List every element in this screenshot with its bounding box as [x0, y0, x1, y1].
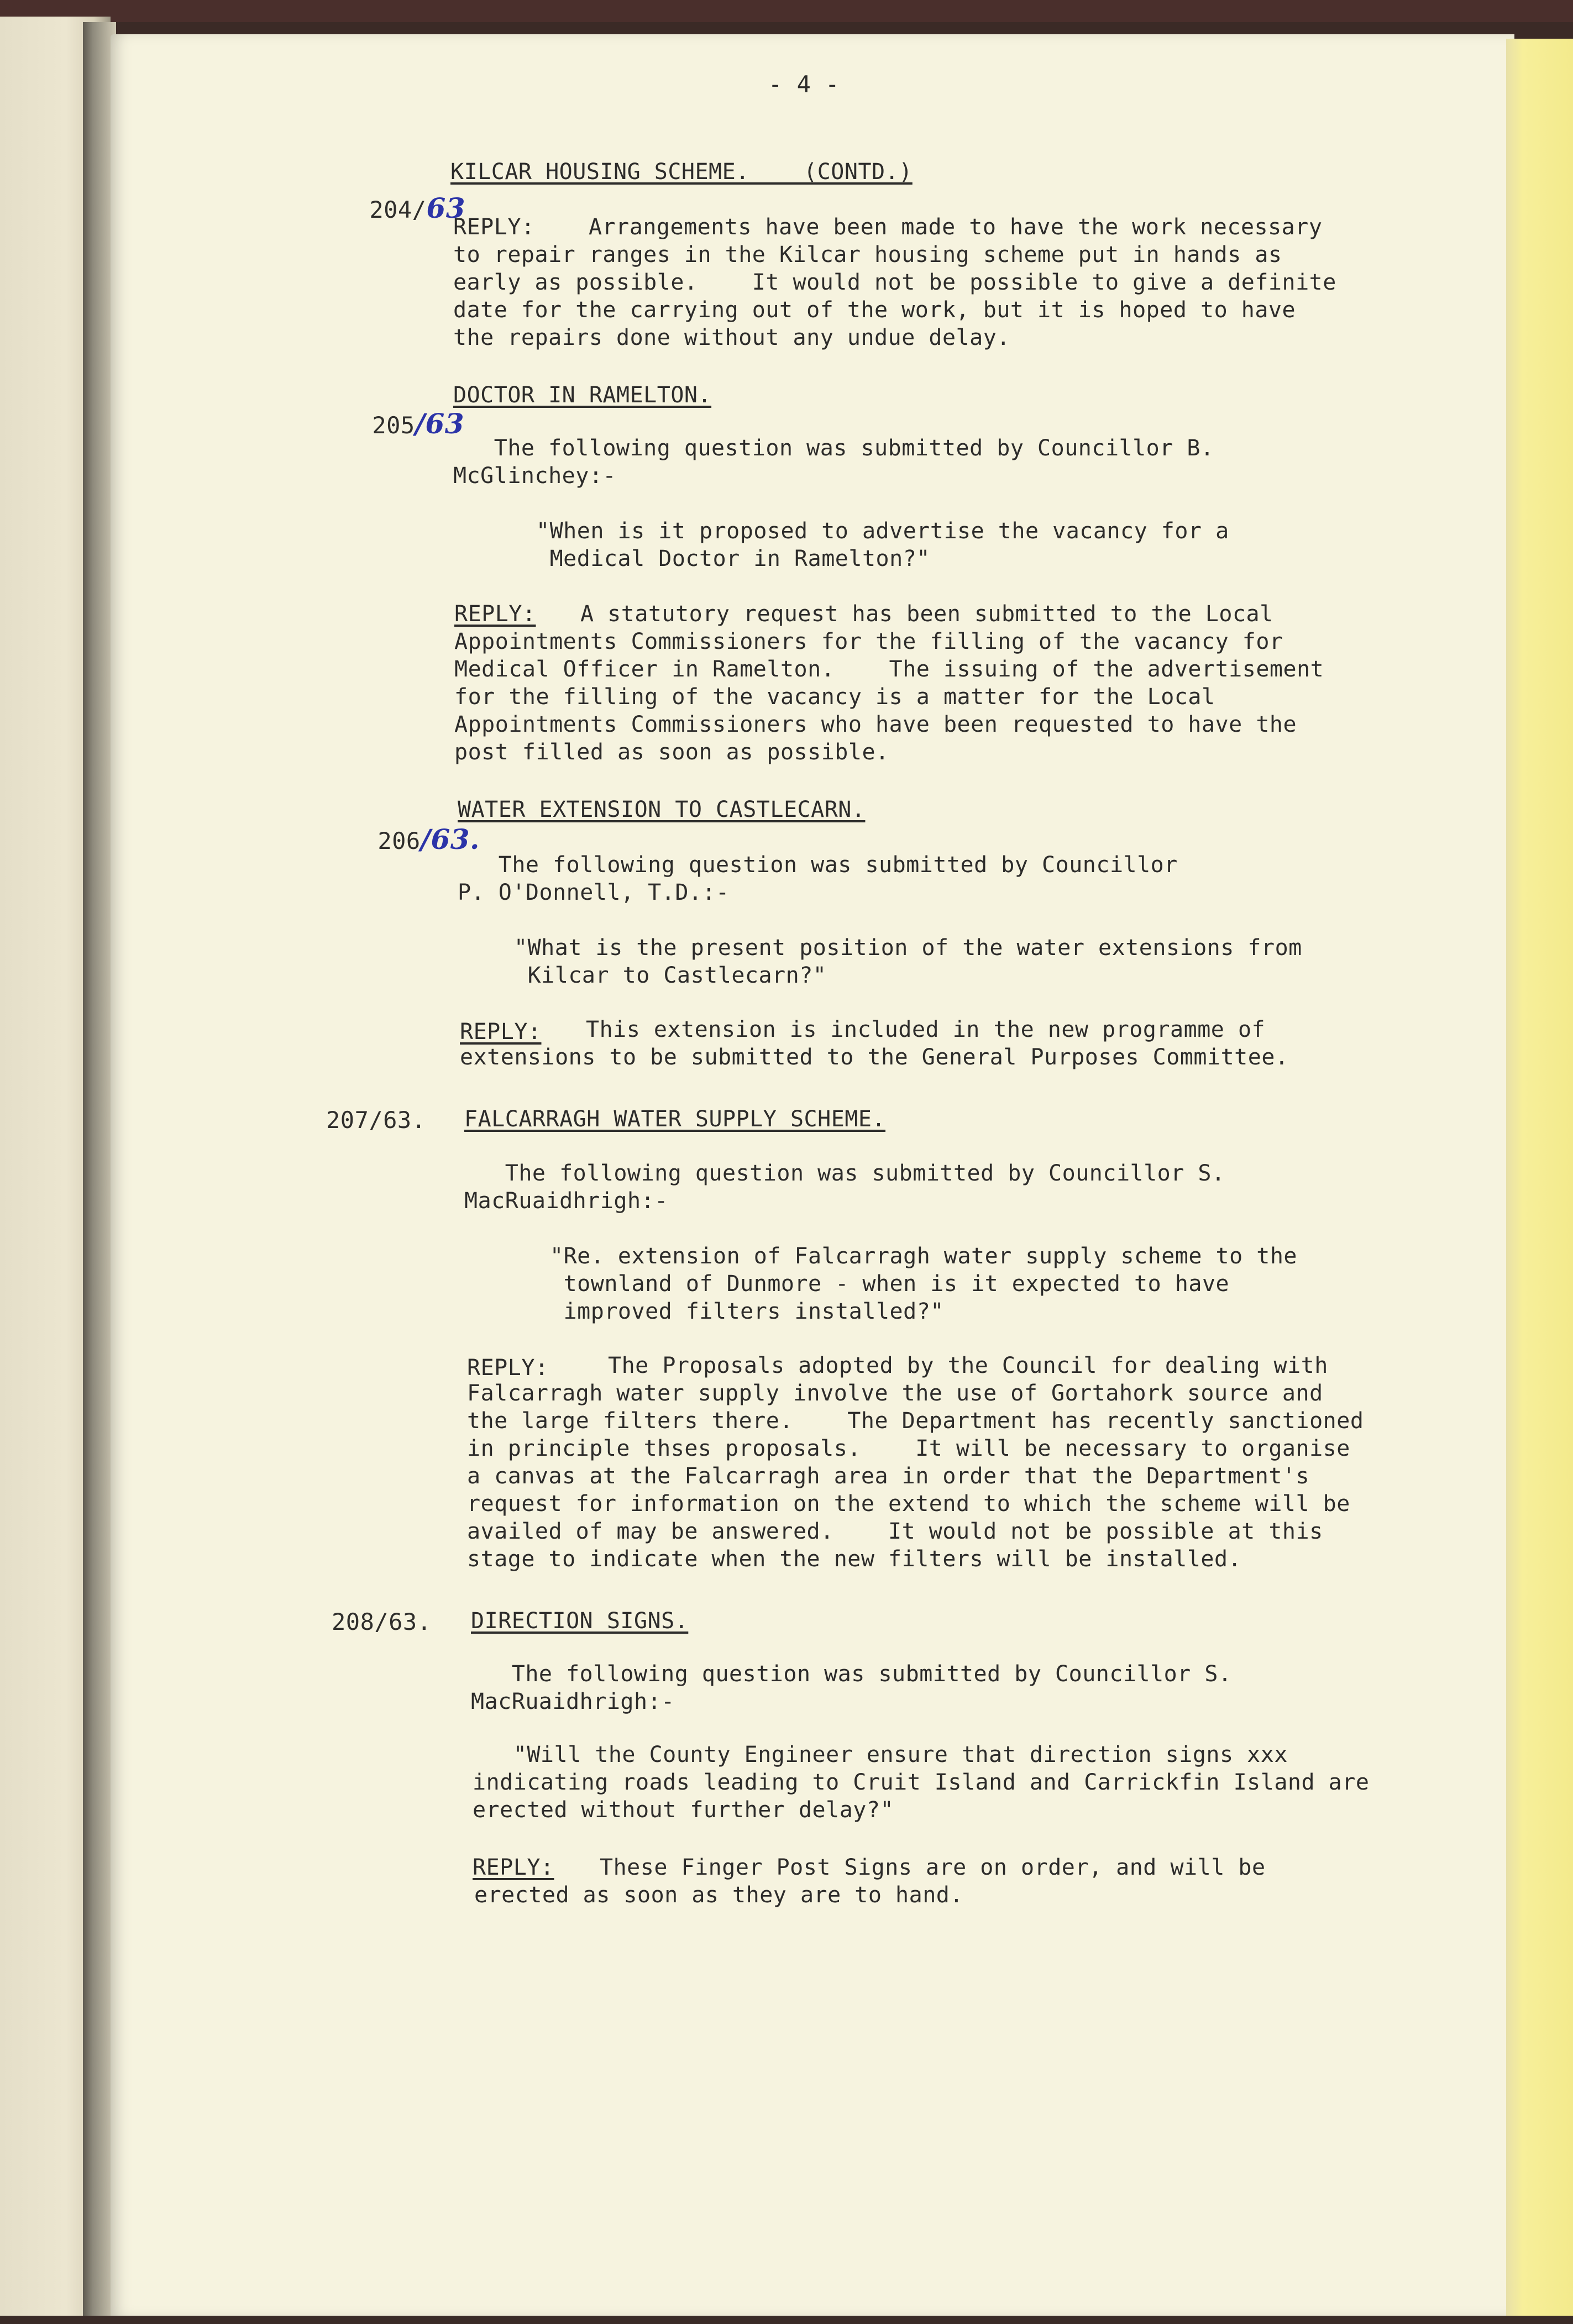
- question-line: "Will the County Engineer ensure that direction signs xxx: [473, 1742, 1288, 1767]
- top-dark-band: [0, 0, 1573, 22]
- intro-line: The following question was submitted by Councillor S.: [471, 1661, 1232, 1687]
- question-line: erected without further delay?": [473, 1797, 894, 1823]
- item-number: 208/63.: [332, 1608, 432, 1635]
- reply-line: date for the carrying out of the work, but it is hoped to have: [453, 297, 1296, 323]
- question-line: Kilcar to Castlecarn?": [514, 963, 827, 988]
- reply-line: Appointments Commissioners who have been requested to have the: [454, 712, 1297, 737]
- reply-label: REPLY:: [460, 1019, 542, 1045]
- reply-label: REPLY:: [453, 214, 535, 240]
- item-number: [318, 382, 464, 468]
- item-number-printed: 204/: [369, 196, 427, 223]
- reply-line: post filled as soon as possible.: [454, 739, 889, 765]
- question-line: Medical Doctor in Ramelton?": [536, 546, 930, 571]
- reply-line: extensions to be submitted to the General Purposes Committee.: [460, 1045, 1289, 1070]
- reply-line: Falcarragh water supply involve the use of Gortahork source and: [467, 1381, 1323, 1406]
- reply-line: a canvas at the Falcarragh area in order that the Department's: [467, 1463, 1310, 1489]
- intro-line: The following question was submitted by Councillor B.: [453, 436, 1214, 461]
- bottom-dark-band: [0, 2316, 1573, 2324]
- reply-line: the repairs done without any undue delay.: [453, 325, 1010, 350]
- item-number-handwritten: /63: [415, 407, 465, 440]
- reply-line: The Proposals adopted by the Council for dealing with: [608, 1353, 1328, 1378]
- reply-label: REPLY:: [454, 601, 536, 627]
- page-number: - 4 -: [768, 71, 840, 98]
- reply-line: Appointments Commissioners for the filling of the vacancy for: [454, 629, 1283, 654]
- reply-line: Medical Officer in Ramelton. The issuing of the advertisement: [454, 657, 1324, 682]
- reply-line: request for information on the extend to which the scheme will be: [467, 1491, 1350, 1517]
- reply-line: This extension is included in the new programme of: [586, 1017, 1266, 1042]
- yellow-page-edge: [1506, 39, 1573, 2324]
- item-heading: KILCAR HOUSING SCHEME. (CONTD.): [450, 159, 913, 185]
- item-heading: DOCTOR IN RAMELTON.: [453, 382, 712, 408]
- reply-line: for the filling of the vacancy is a matter for the Local: [454, 684, 1215, 710]
- question-line: "Re. extension of Falcarragh water supply scheme to the: [550, 1244, 1298, 1269]
- question-line: indicating roads leading to Cruit Island and Carrickfin Island are: [473, 1770, 1370, 1795]
- intro-line: MacRuaidhrigh:-: [471, 1689, 675, 1714]
- intro-line: McGlinchey:-: [453, 463, 616, 489]
- reply-label: REPLY:: [473, 1855, 554, 1880]
- reply-line: stage to indicate when the new filters will be installed.: [467, 1546, 1242, 1572]
- reply-line: erected as soon as they are to hand.: [474, 1882, 963, 1908]
- reply-line: early as possible. It would not be possible to give a definite: [453, 270, 1336, 295]
- intro-line: The following question was submitted by Councillor: [458, 852, 1178, 878]
- intro-line: The following question was submitted by Councillor S.: [464, 1161, 1225, 1186]
- intro-line: P. O'Donnell, T.D.:-: [458, 880, 730, 905]
- reply-line: the large filters there. The Department has recently sanctioned: [467, 1408, 1364, 1434]
- item-number-printed: 205: [372, 412, 415, 439]
- question-line: "What is the present position of the water extensions from: [514, 935, 1302, 961]
- item-number-printed: 206: [377, 827, 421, 854]
- reply-label: REPLY:: [467, 1355, 549, 1381]
- reply-line: in principle thses proposals. It will be necessary to organise: [467, 1436, 1350, 1461]
- reply-line: These Finger Post Signs are on order, and will be: [600, 1855, 1266, 1880]
- reply-line: A statutory request has been submitted to the Local: [580, 601, 1273, 627]
- reply-line: to repair ranges in the Kilcar housing scheme put in hands as: [453, 242, 1282, 267]
- question-line: improved filters installed?": [550, 1299, 944, 1324]
- item-number-handwritten: /63.: [420, 823, 480, 856]
- item-number: [315, 167, 465, 252]
- item-heading: WATER EXTENSION TO CASTLECARN.: [458, 797, 866, 822]
- reply-line: Arrangements have been made to have the work necessary: [589, 214, 1323, 240]
- question-line: "When is it proposed to advertise the vacancy for a: [536, 518, 1229, 544]
- item-number-handwritten: 63: [426, 192, 466, 224]
- item-heading: DIRECTION SIGNS.: [471, 1608, 689, 1634]
- question-line: townland of Dunmore - when is it expected to have: [550, 1271, 1230, 1297]
- intro-line: MacRuaidhrigh:-: [464, 1188, 668, 1214]
- reply-line: availed of may be answered. It would not be possible at this: [467, 1519, 1323, 1544]
- item-number: [323, 798, 480, 883]
- item-heading: FALCARRAGH WATER SUPPLY SCHEME.: [464, 1106, 886, 1132]
- item-number: 207/63.: [326, 1106, 426, 1134]
